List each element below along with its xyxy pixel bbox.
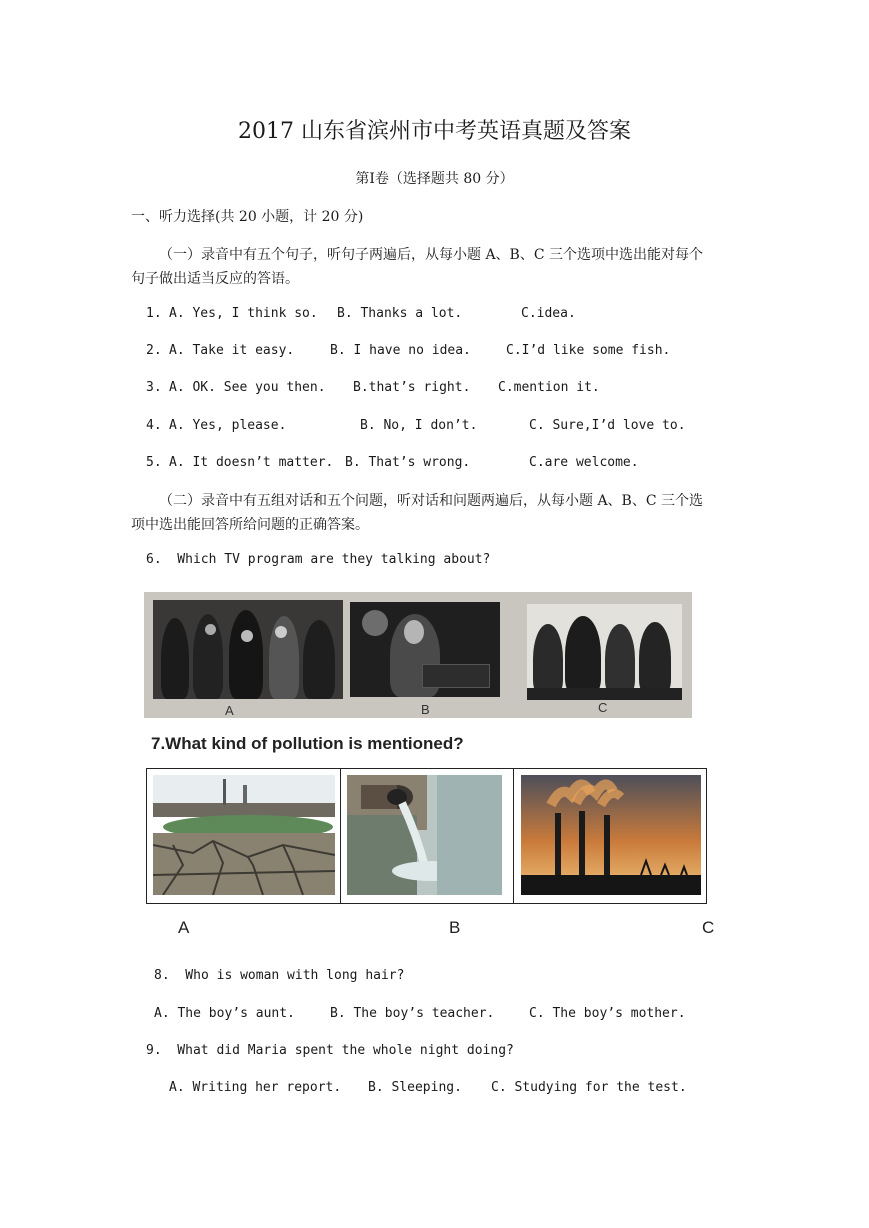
option-a: A. It doesn’t matter.: [169, 455, 334, 470]
question-7-text: 7.What kind of pollution is mentioned?: [151, 734, 464, 753]
tv-program-photo-b: [350, 602, 500, 697]
option-c: C. Sure,I’d love to.: [529, 418, 686, 433]
option-b: B.that’s right.: [353, 380, 471, 395]
option-a: A. OK. See you then.: [169, 380, 326, 395]
option-b: B. That’s wrong.: [345, 455, 471, 470]
tv-program-photo-strip: [144, 592, 692, 718]
option-c: C.idea.: [521, 306, 576, 321]
option-b: B. No, I don’t.: [360, 418, 478, 433]
pollution-label-a: A: [178, 918, 190, 937]
photo-label-a: A: [225, 703, 234, 718]
q9-option-b: B. Sleeping.: [368, 1080, 462, 1095]
question-number: 2.: [146, 343, 162, 358]
photo-label-c: C: [598, 700, 608, 715]
q8-option-c: C. The boy’s mother.: [529, 1006, 686, 1021]
pollution-photo-frame: [146, 768, 707, 904]
pollution-photo-air: [521, 775, 701, 895]
part2-instructions-line1: （二）录音中有五组对话和五个问题，听对话和问题两遍后，从每小题 A、B、C 三个选: [159, 493, 704, 509]
option-a: A. Yes, please.: [169, 418, 287, 433]
option-a: A. Take it easy.: [169, 343, 295, 358]
option-a: A. Yes, I think so.: [169, 306, 318, 321]
q9-option-a: A. Writing her report.: [169, 1080, 342, 1095]
question-6-text: 6. Which TV program are they talking about?: [146, 552, 491, 567]
tv-program-photo-c: [527, 604, 682, 700]
part2-instructions-line2: 项中选出能回答所给问题的正确答案。: [131, 517, 369, 533]
option-b: B. I have no idea.: [330, 343, 471, 358]
pollution-label-b: B: [449, 918, 461, 937]
question-8-text: 8. Who is woman with long hair?: [154, 968, 405, 983]
part1-instructions-line2: 句子做出适当反应的答语。: [131, 271, 299, 287]
option-b: B. Thanks a lot.: [337, 306, 463, 321]
paper-section-heading: 第Ⅰ卷（选择题共 80 分）: [355, 171, 514, 187]
photo-label-b: B: [421, 702, 430, 717]
question-number: 5.: [146, 455, 162, 470]
pollution-photo-soil: [153, 775, 335, 895]
part1-instructions-line1: （一）录音中有五个句子，听句子两遍后，从每小题 A、B、C 三个选项中选出能对每个: [159, 247, 704, 263]
listening-section-heading: 一、听力选择(共 20 小题，计 20 分): [131, 209, 364, 225]
option-c: C.mention it.: [498, 380, 600, 395]
question-number: 1.: [146, 306, 162, 321]
pollution-label-c: C: [702, 918, 715, 937]
question-number: 4.: [146, 418, 162, 433]
pollution-photo-water: [347, 775, 502, 895]
q9-option-c: C. Studying for the test.: [491, 1080, 687, 1095]
q8-option-b: B. The boy’s teacher.: [330, 1006, 495, 1021]
question-9-text: 9. What did Maria spent the whole night doing?: [146, 1043, 514, 1058]
tv-program-photo-a: [153, 600, 343, 699]
document-title: 2017 山东省滨州市中考英语真题及答案: [238, 119, 631, 144]
option-c: C.I’d like some fish.: [506, 343, 671, 358]
option-c: C.are welcome.: [529, 455, 639, 470]
question-number: 3.: [146, 380, 162, 395]
q8-option-a: A. The boy’s aunt.: [154, 1006, 295, 1021]
